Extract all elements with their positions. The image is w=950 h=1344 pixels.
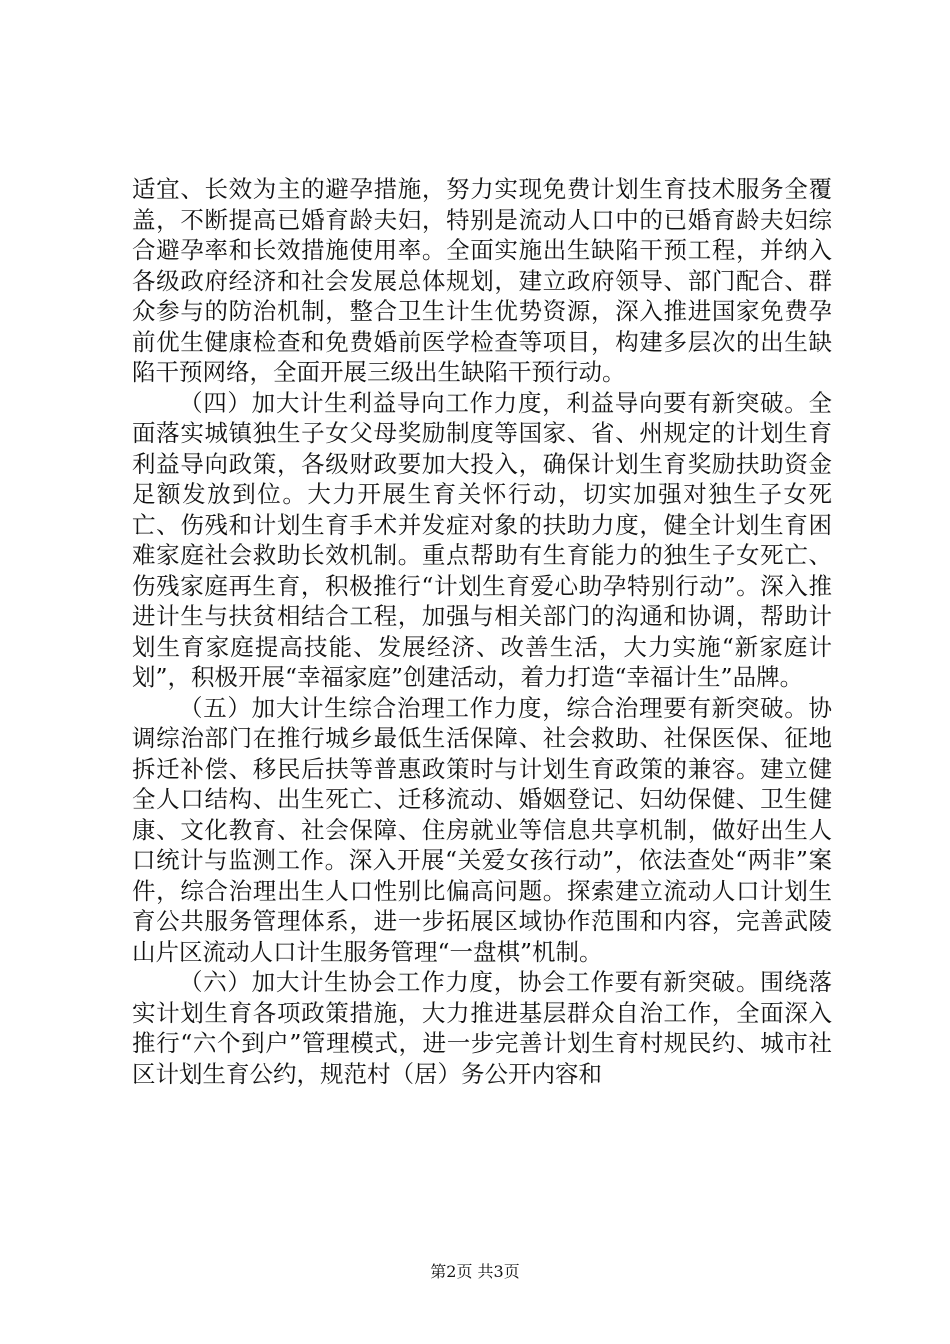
paragraph-section-six: （六）加大计生协会工作力度，协会工作要有新突破。围绕落实计划生育各项政策措施，大力推进基层群众自治工作，全面深入推行“六个到户”管理模式，进一步完善计划生育村规民约、城市社区计划生育公约，规范村（居）务公开内容和 xyxy=(132,968,832,1088)
paragraph-continuation: 适宜、长效为主的避孕措施，努力实现免费计划生育技术服务全覆盖，不断提高已婚育龄夫妇，特别是流动人口中的已婚育龄夫妇综合避孕率和长效措施使用率。全面实施出生缺陷干预工程，并纳入各级政府经济和社会发展总体规划，建立政府领导、部门配合、群众参与的防治机制，整合卫生计生优势资源，深入推进国家免费孕前优生健康检查和免费婚前医学检查等项目，构建多层次的出生缺陷干预网络，全面开展三级出生缺陷干预行动。 xyxy=(132,175,832,386)
paragraph-section-four: （四）加大计生利益导向工作力度，利益导向要有新突破。全面落实城镇独生子女父母奖励制度等国家、省、州规定的计划生育利益导向政策，各级财政要加大投入，确保计划生育奖励扶助资金足额发放到位。大力开展生育关怀行动，切实加强对独生子女死亡、伤残和计划生育手术并发症对象的扶助力度，健全计划生育困难家庭社会救助长效机制。重点帮助有生育能力的独生子女死亡、伤残家庭再生育，积极推行“计划生育爱心助孕特别行动”。深入推进计生与扶贫相结合工程，加强与相关部门的沟通和协调，帮助计划生育家庭提高技能、发展经济、改善生活，大力实施“新家庭计划”，积极开展“幸福家庭”创建活动，着力打造“幸福计生”品牌。 xyxy=(132,388,832,691)
page-number-footer: 第2页 共3页 xyxy=(430,1262,520,1281)
document-body xyxy=(132,174,832,1089)
paragraph-section-five: （五）加大计生综合治理工作力度，综合治理要有新突破。协调综治部门在推行城乡最低生活保障、社会救助、社保医保、征地拆迁补偿、移民后扶等普惠政策时与计划生育政策的兼容。建立健全人口结构、出生死亡、迁移流动、婚姻登记、妇幼保健、卫生健康、文化教育、社会保障、住房就业等信息共享机制，做好出生人口统计与监测工作。深入开展“关爱女孩行动”，依法查处“两非”案件，综合治理出生人口性别比偏高问题。探索建立流动人口计划生育公共服务管理体系，进一步拓展区域协作范围和内容，完善武陵山片区流动人口计生服务管理“一盘棋”机制。 xyxy=(132,693,832,966)
